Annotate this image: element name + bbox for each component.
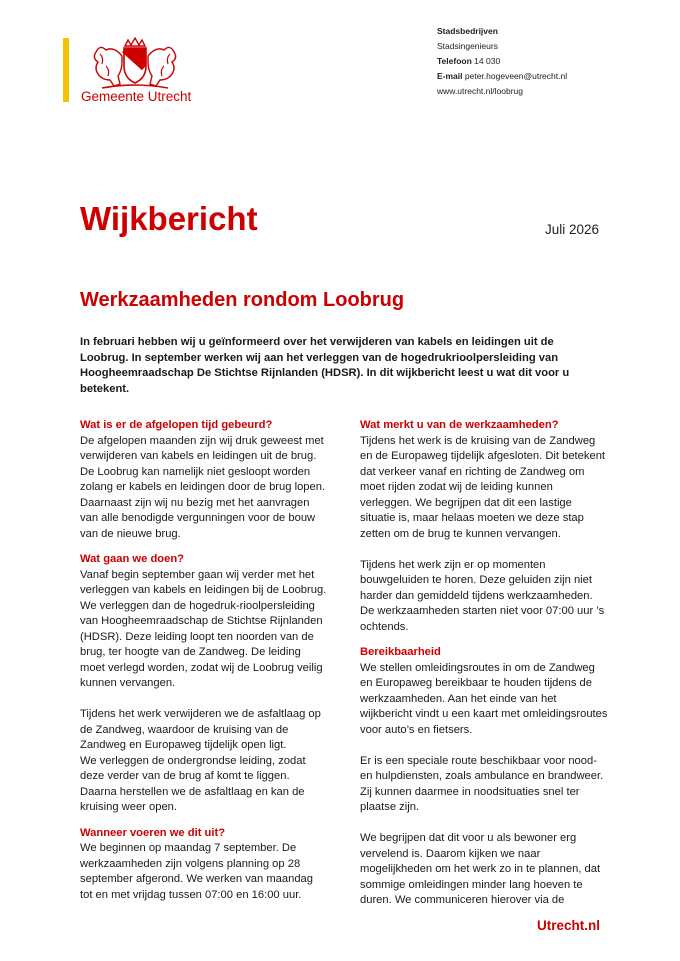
document-title: Wijkbericht xyxy=(80,200,258,237)
right-column xyxy=(360,418,608,909)
contact-block xyxy=(437,24,567,99)
section-heading: Wat is er de afgelopen tijd gebeurd? xyxy=(80,419,273,431)
contact-phone-label: Telefoon xyxy=(437,56,472,66)
section-heading: Bereikbaarheid xyxy=(360,646,441,658)
section-heading: Wanneer voeren we dit uit? xyxy=(80,826,226,839)
paragraph: We beginnen op maandag 7 september. De werkzaamheden zijn volgens planning op 28 september afgerond. We werken van maandag tot en met vrijdag tussen 07:00 en 16:00 uur. xyxy=(80,842,314,901)
logo-text: Gemeente Utrecht xyxy=(81,89,192,104)
paragraph: Vanaf begin september gaan wij verder met het verleggen van kabels en leidingen bij de Loobrug. We verleggen dan de hogedruk-rioolpersleiding van Hoogheemraadschap de Stichtse Rijnlanden (HDSR). Deze leiding loopt ten noorden van de brug, ter hoogte van de Zandweg. De leiding moet verlegd worden, zodat wij de Loobrug veilig kunnen vervangen. xyxy=(80,568,327,689)
paragraph: Tijdens het werk is de kruising van de Zandweg en de Europaweg tijdelijk afgesloten. Dit betekent dat verkeer vanaf en richting de Zandweg om moet rijden zodat wij de leiding kunnen verleggen. We begrijpen dat dit een lastige situatie is, maar helaas moeten we deze stap zetten om de brug te kunnen vervangen. xyxy=(360,434,606,540)
paragraph: Tijdens het werk verwijderen we de asfaltlaag op de Zandweg, waardoor de kruising van de Zandweg en Europaweg tijdelijk open ligt. xyxy=(80,708,321,751)
paragraph: Er is een speciale route beschikbaar voor nood- en hulpdiensten, zoals ambulance en brandweer. Zij kunnen daarmee in noodsituaties snel ter plaatse zijn. xyxy=(360,754,604,813)
section-heading: Wat merkt u van de werkzaamheden? xyxy=(360,419,559,431)
contact-website[interactable]: www.utrecht.nl/loobrug xyxy=(437,86,523,96)
paragraph: We stellen omleidingsroutes in om de Zandweg en Europaweg bereikbaar te houden tijdens de werkzaamheden. Aan het einde van het wijkbericht vindt u een kaart met omleidingsroutes voor auto’s en fietsers. xyxy=(360,661,608,736)
intro-paragraph: In februari hebben wij u geïnformeerd over het verwijderen van kabels en leidingen uit de Loobrug. In september werken wij aan het verleggen van de hogedrukrioolpersleiding van Hoogheemraadschap De Stichtse Rijnlanden (HDSR). In dit wijkbericht leest u wat dit voor u betekent. xyxy=(80,336,570,395)
contact-department: Stadsbedrijven xyxy=(437,26,498,36)
paragraph: We verleggen de ondergrondse leiding, zodat deze verder van de brug af komt te liggen. Daarna herstellen we de asfaltlaag en kan de kruising weer open. xyxy=(80,754,306,813)
section-heading: Wat gaan we doen? xyxy=(80,553,185,565)
document-date: Juli 2026 xyxy=(545,222,600,237)
paragraph: We begrijpen dat dit voor u als bewoner erg vervelend is. Daarom kijken we naar mogelijkheden om het werk zo in te plannen, dat sommige omleidingen minder lang hoeven te duren. We communiceren hierover via de xyxy=(360,832,601,906)
contact-subdepartment: Stadsingenieurs xyxy=(437,41,498,51)
contact-phone-line xyxy=(437,54,567,69)
left-column xyxy=(80,418,328,903)
logo-accent-bar xyxy=(63,38,69,102)
utrecht-coat-of-arms-icon xyxy=(80,36,190,92)
paragraph: Tijdens het werk zijn er op momenten bouwgeluiden te horen. Deze geluiden zijn niet harder dan gemiddeld tijdens werkzaamheden. De werkzaamheden starten niet voor 07:00 uur ’s ochtends. xyxy=(360,558,605,633)
paragraph: De afgelopen maanden zijn wij druk geweest met verwijderen van kabels en leidingen uit de brug. De Loobrug kan namelijk niet gesloopt worden zolang er kabels en leidingen door de brug lopen. Daarnaast zijn wij nu bezig met het aanvragen van alle benodigde vergunningen voor de bouw van de nieuwe brug. xyxy=(80,434,326,540)
headline: Werkzaamheden rondom Loobrug xyxy=(80,289,405,311)
contact-email-line xyxy=(437,69,567,84)
footer-url[interactable]: Utrecht.nl xyxy=(537,918,601,933)
contact-email-label: E-mail xyxy=(437,71,463,81)
contact-email[interactable]: peter.hogeveen@utrecht.nl xyxy=(464,71,568,81)
contact-phone: 14 030 xyxy=(474,56,501,66)
